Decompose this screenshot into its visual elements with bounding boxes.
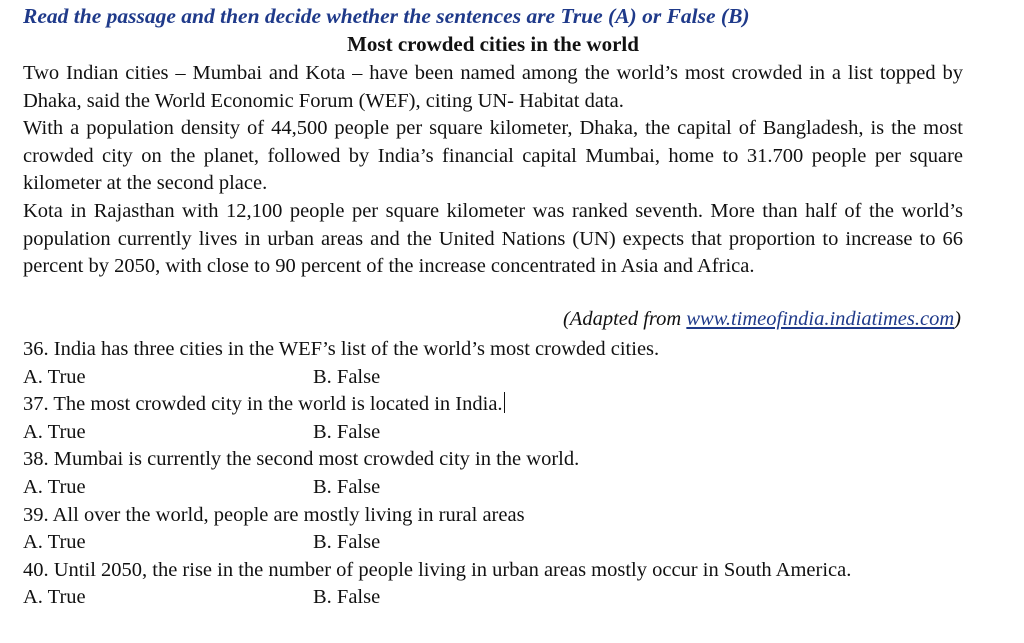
question-text: 36. India has three cities in the WEF’s list of the world’s most crowded cities. [23, 338, 660, 360]
option-a-true[interactable]: A. True [23, 531, 86, 554]
question-text: 39. All over the world, people are mostly living in rural areas [23, 503, 525, 526]
question-text: 37. The most crowded city in the world is located in India. [23, 393, 503, 416]
option-b-false[interactable]: B. False [313, 531, 381, 554]
option-b-false[interactable]: B. False [313, 475, 381, 498]
instruction-heading: Read the passage and then decide whether the sentences are True (A) or False (B) [23, 4, 750, 28]
question-37 [23, 391, 963, 446]
option-a-true[interactable]: A. True [23, 586, 86, 609]
question-text-wrap [23, 391, 963, 419]
passage-title: Most crowded cities in the world [347, 32, 639, 56]
passage-paragraph-1: Two Indian cities – Mumbai and Kota – have been named among the world’s most crowded in a list topped by Dhaka, said the World Economic Forum (WEF), citing UN- Habitat data. [23, 62, 963, 112]
question-38 [23, 446, 963, 501]
source-suffix: ) [954, 308, 961, 330]
question-39 [23, 502, 963, 557]
question-list [23, 336, 963, 612]
question-40 [23, 557, 963, 612]
option-a-true[interactable]: A. True [23, 365, 86, 388]
option-b-false[interactable]: B. False [313, 365, 381, 388]
reading-passage [23, 60, 963, 281]
question-36 [23, 336, 963, 391]
option-b-false[interactable]: B. False [313, 586, 381, 609]
source-prefix: (Adapted from [562, 308, 687, 330]
option-a-true[interactable]: A. True [23, 420, 86, 443]
passage-paragraph-2: With a population density of 44,500 people per square kilometer, Dhaka, the capital of Bangladesh, is the most crowded city on the planet, followed by India’s financial capital Mumbai, home to 31.700 people per square kilometer at the second place. [23, 117, 963, 195]
passage-paragraph-3: Kota in Rajasthan with 12,100 people per square kilometer was ranked seventh. More than half of the world’s population currently lives in urban areas and the United Nations (UN) expects that proportion to increase to 66 percent by 2050, with close to 90 percent of the increase concentrated in Asia and Africa. [23, 199, 963, 278]
option-b-false[interactable]: B. False [313, 420, 381, 443]
text-cursor [504, 392, 505, 413]
source-citation [493, 308, 961, 331]
option-a-true[interactable]: A. True [23, 475, 86, 498]
question-text: 40. Until 2050, the rise in the number of people living in urban areas mostly occur in South America. [23, 558, 852, 581]
source-link[interactable]: www.timeofindia.indiatimes.com [686, 308, 955, 330]
question-text: 38. Mumbai is currently the second most crowded city in the world. [23, 448, 580, 471]
